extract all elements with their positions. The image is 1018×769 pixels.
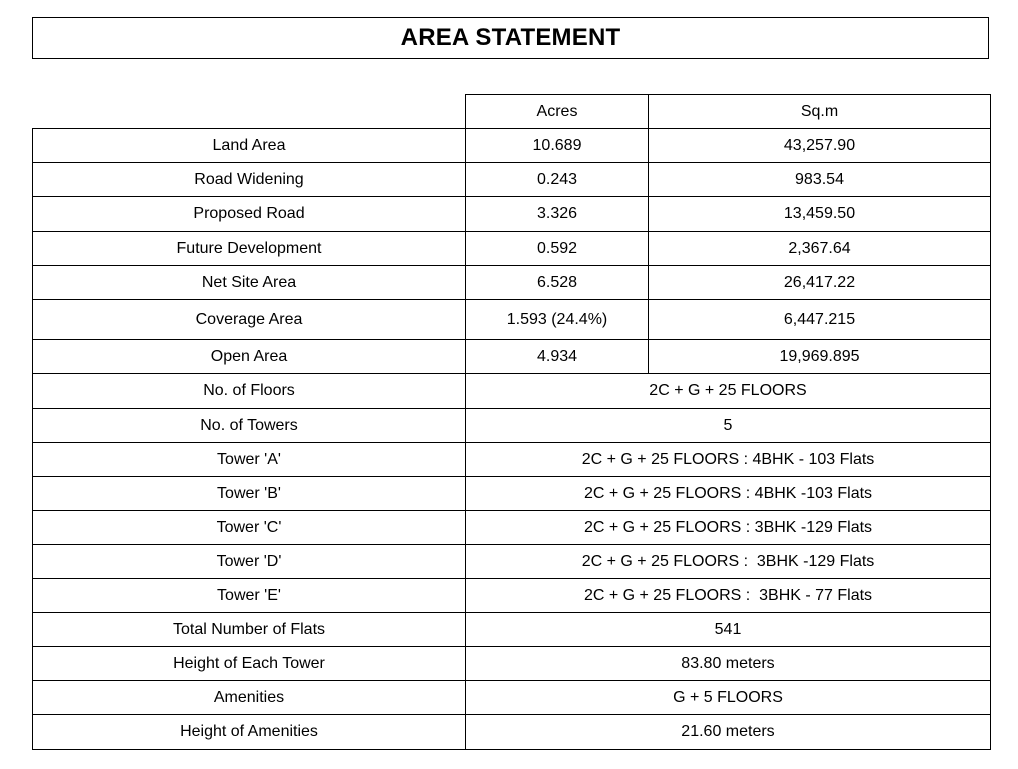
table-row: [33, 266, 991, 300]
table-row: [33, 613, 991, 647]
merged-value: 2C + G + 25 FLOORS : 4BHK - 103 Flats: [466, 443, 991, 477]
row-label: No. of Floors: [33, 374, 466, 409]
merged-value: 5: [466, 409, 991, 443]
table-row: [33, 647, 991, 681]
row-label: Coverage Area: [33, 300, 466, 340]
acres-value: 0.243: [466, 163, 649, 197]
header-acres: Acres: [466, 95, 649, 129]
row-label: Land Area: [33, 129, 466, 163]
row-label: Tower 'E': [33, 579, 466, 613]
sqm-value: 26,417.22: [649, 266, 991, 300]
merged-value: 2C + G + 25 FLOORS : 4BHK -103 Flats: [466, 477, 991, 511]
table-row: [33, 374, 991, 409]
table-row: [33, 197, 991, 232]
row-label: Amenities: [33, 681, 466, 715]
acres-value: 6.528: [466, 266, 649, 300]
merged-value: 2C + G + 25 FLOORS: [466, 374, 991, 409]
sqm-value: 983.54: [649, 163, 991, 197]
row-label: Tower 'D': [33, 545, 466, 579]
row-label: Height of Amenities: [33, 715, 466, 750]
table-row: [33, 300, 991, 340]
merged-value: 541: [466, 613, 991, 647]
table-row: [33, 443, 991, 477]
row-label: No. of Towers: [33, 409, 466, 443]
page-title: AREA STATEMENT: [32, 17, 989, 59]
sqm-value: 2,367.64: [649, 232, 991, 266]
merged-value: 21.60 meters: [466, 715, 991, 750]
row-label: Tower 'B': [33, 477, 466, 511]
acres-value: 0.592: [466, 232, 649, 266]
row-label: Tower 'C': [33, 511, 466, 545]
table-row: [33, 340, 991, 374]
table-row: [33, 681, 991, 715]
row-label: Future Development: [33, 232, 466, 266]
table-row: [33, 409, 991, 443]
row-label: Net Site Area: [33, 266, 466, 300]
row-label: Height of Each Tower: [33, 647, 466, 681]
table-row: [33, 511, 991, 545]
merged-value: 83.80 meters: [466, 647, 991, 681]
sqm-value: 43,257.90: [649, 129, 991, 163]
acres-value: 1.593 (24.4%): [466, 300, 649, 340]
row-label: Total Number of Flats: [33, 613, 466, 647]
merged-value: 2C + G + 25 FLOORS : 3BHK - 77 Flats: [466, 579, 991, 613]
table-row: [33, 477, 991, 511]
sqm-value: 13,459.50: [649, 197, 991, 232]
header-blank-cell: [33, 95, 466, 129]
merged-value: 2C + G + 25 FLOORS : 3BHK -129 Flats: [466, 511, 991, 545]
header-sqm: Sq.m: [649, 95, 991, 129]
sqm-value: 6,447.215: [649, 300, 991, 340]
row-label: Road Widening: [33, 163, 466, 197]
sqm-value: 19,969.895: [649, 340, 991, 374]
row-label: Tower 'A': [33, 443, 466, 477]
merged-value: 2C + G + 25 FLOORS : 3BHK -129 Flats: [466, 545, 991, 579]
row-label: Proposed Road: [33, 197, 466, 232]
table-row: [33, 579, 991, 613]
table-row: [33, 163, 991, 197]
area-statement-table: [32, 94, 991, 750]
acres-value: 10.689: [466, 129, 649, 163]
row-label: Open Area: [33, 340, 466, 374]
acres-value: 4.934: [466, 340, 649, 374]
merged-value: G + 5 FLOORS: [466, 681, 991, 715]
table-row: [33, 545, 991, 579]
header-row: [33, 95, 991, 129]
table-row: [33, 129, 991, 163]
table-row: [33, 232, 991, 266]
table-row: [33, 715, 991, 750]
acres-value: 3.326: [466, 197, 649, 232]
